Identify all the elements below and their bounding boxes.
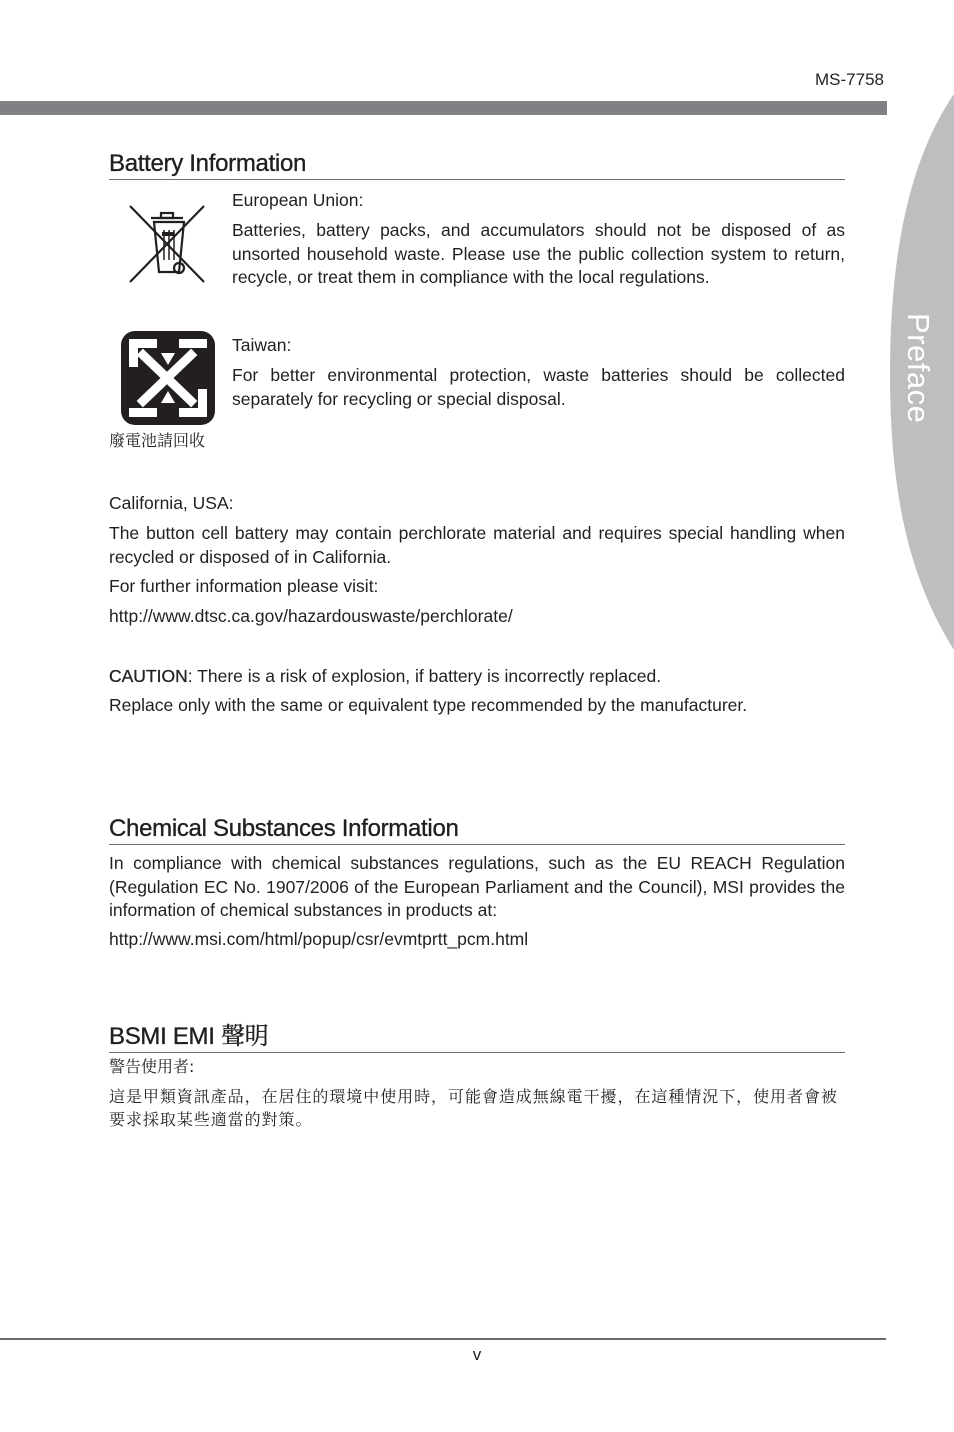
footer-rule — [0, 1338, 886, 1340]
side-tab-label: Preface — [901, 313, 936, 424]
taiwan-label: Taiwan: — [232, 335, 292, 355]
page-number: v — [472, 1345, 482, 1364]
chemical-heading: Chemical Substances Information — [109, 815, 845, 845]
caution-line — [109, 665, 661, 689]
caution-label: CAUTION — [109, 666, 188, 686]
replace-text: Replace only with the same or equivalent type recommended by the manufacturer. — [109, 695, 748, 715]
california-text: The button cell battery may contain perchlorate material and requires special handling when recycled or disposed of in California. — [109, 523, 845, 567]
chemical-text: In compliance with chemical substances regulations, such as the EU REACH Regulation (Regulation EC No. 1907/2006 of the European Parliament and the Council), MSI provides the information of chemical substances in products at: — [109, 853, 845, 920]
eu-label: European Union: — [232, 190, 364, 210]
visit-text: For further information please visit: — [109, 576, 379, 596]
dtsc-url[interactable]: http://www.dtsc.ca.gov/hazardouswaste/perchlorate/ — [109, 606, 513, 626]
taiwan-text: For better environmental protection, waste batteries should be collected separately for recycling or special disposal. — [232, 365, 845, 409]
eu-text: Batteries, battery packs, and accumulators should not be disposed of as unsorted household waste. Please use the public collection system to return, recycle, or treat them in compliance with the local regulations. — [232, 220, 845, 287]
header-bar — [0, 101, 887, 115]
msi-url[interactable]: http://www.msi.com/html/popup/csr/evmtprtt_pcm.html — [109, 929, 529, 949]
crossed-bin-icon — [124, 200, 210, 286]
recycle-battery-icon — [121, 331, 215, 425]
caution-text: : There is a risk of explosion, if battery is incorrectly replaced. — [187, 666, 662, 686]
battery-heading: Battery Information — [109, 150, 845, 180]
model-number: MS-7758 — [815, 70, 884, 89]
bsmi-heading: BSMI EMI 聲明 — [109, 1016, 845, 1053]
bsmi-text: 這是甲類資訊產品，在居住的環境中使用時，可能會造成無線電干擾，在這種情況下，使用者會被要求採取某些適當的對策。 — [109, 1087, 838, 1129]
recycle-caption: 廢電池請回收 — [109, 431, 206, 450]
bsmi-warning-label: 警告使用者: — [109, 1057, 195, 1076]
california-label: California, USA: — [109, 493, 234, 513]
